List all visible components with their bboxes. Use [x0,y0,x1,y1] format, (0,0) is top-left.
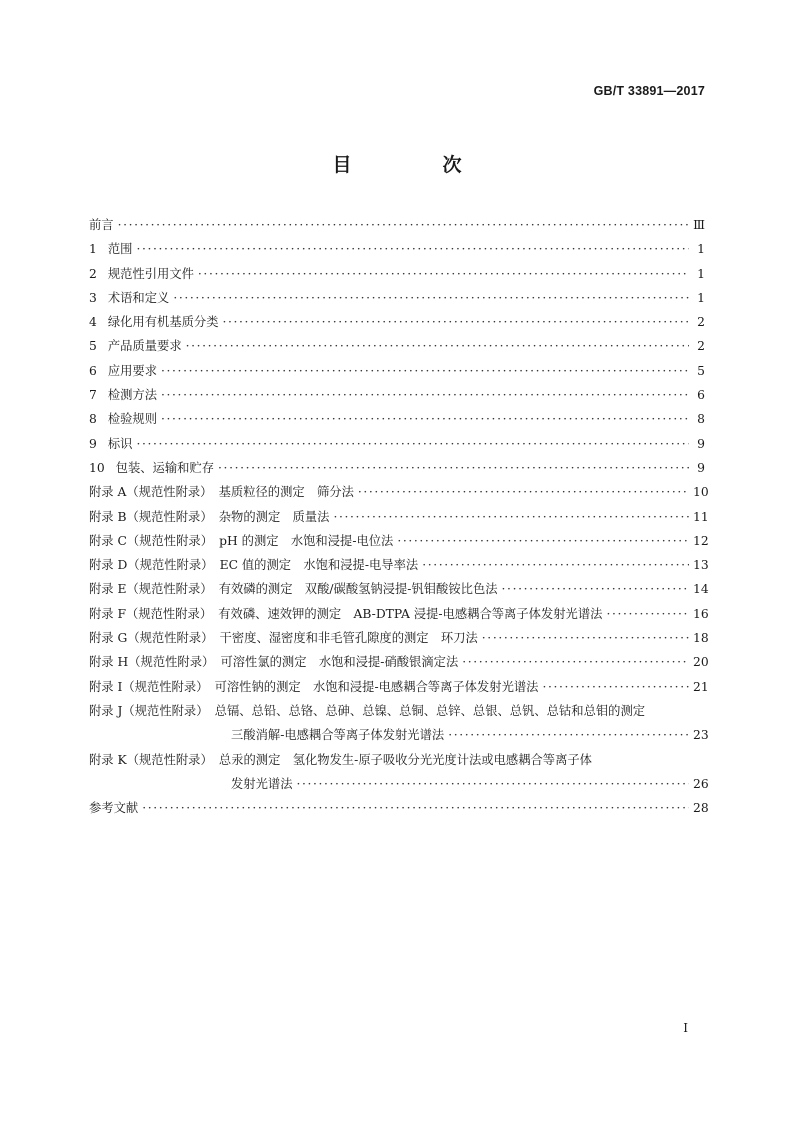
toc-leader-dots [136,437,689,451]
page-title: 目 次 [332,154,498,176]
toc-entry[interactable] [89,361,705,385]
toc-entry-title: 前言 [89,218,114,232]
toc-entry-page: 11 [693,509,709,524]
toc-leader-dots [606,607,689,621]
toc-entry[interactable] [89,507,709,531]
toc-entry-number: 5 [89,339,97,354]
toc-entry-page: 6 [697,388,705,403]
toc-leader-dots [502,582,689,596]
toc-entry-title: 三酸消解-电感耦合等离子体发射光谱法 [231,728,445,743]
toc-leader-dots [198,267,689,281]
toc-entry[interactable] [89,701,705,725]
toc-entry[interactable] [89,312,705,336]
toc-entry-page: Ⅲ [693,218,705,232]
toc-entry-title: 附录 A（规范性附录） 基质粒径的测定 筛分法 [89,485,354,500]
toc-entry-number: 6 [89,363,97,378]
toc-entry-title: 绿化用有机基质分类 [107,315,219,330]
table-of-contents [89,215,709,822]
toc-entry-page: 14 [693,582,709,597]
toc-leader-dots [218,461,689,475]
toc-entry[interactable] [89,555,709,579]
toc-entry-title: 检测方法 [107,388,158,403]
toc-entry[interactable] [89,434,705,458]
toc-entry[interactable] [89,531,709,555]
toc-leader-dots [333,510,689,524]
toc-entry-page: 2 [697,315,705,330]
toc-entry-title: 附录 I（规范性附录） 可溶性钠的测定 水饱和浸提-电感耦合等离子体发射光谱法 [89,679,539,694]
toc-leader-dots [118,218,689,232]
toc-entry[interactable] [89,336,705,360]
toc-leader-dots [173,291,689,305]
toc-entry-title: 附录 F（规范性附录） 有效磷、速效钾的测定 AB-DTPA 浸提-电感耦合等离子体发射光谱法 [89,606,603,621]
toc-entry-title: 检验规则 [107,412,158,427]
toc-entry[interactable] [89,579,709,603]
toc-entry-number: 2 [89,266,97,281]
toc-leader-dots [161,412,689,426]
toc-entry[interactable] [89,652,709,676]
toc-entry[interactable] [89,604,709,628]
toc-entry-page: 8 [697,412,705,427]
toc-entry[interactable] [89,458,705,482]
toc-entry-page: 23 [693,728,709,743]
toc-entry[interactable] [89,677,709,701]
toc-entry[interactable] [89,385,705,409]
toc-entry[interactable] [89,239,705,263]
toc-leader-dots [358,485,689,499]
toc-entry-page: 1 [697,266,705,281]
toc-entry-title: 范围 [107,242,133,257]
toc-entry-title: 附录 B（规范性附录） 杂物的测定 质量法 [89,509,330,524]
toc-entry-page: 9 [697,436,705,451]
toc-entry[interactable] [89,628,709,652]
standard-code: GB/T 33891—2017 [593,84,705,98]
toc-leader-dots [186,339,689,353]
toc-entry-page: 26 [693,776,709,791]
toc-entry-number: 3 [89,290,97,305]
toc-leader-dots [482,631,689,645]
toc-entry[interactable] [89,264,705,288]
toc-entry-title: 包装、运输和贮存 [115,460,215,475]
toc-entry-number: 7 [89,388,97,403]
toc-entry[interactable] [89,774,709,798]
toc-entry-page: 28 [693,801,709,816]
toc-entry[interactable] [89,215,705,239]
toc-entry-number: 4 [89,315,97,330]
toc-entry[interactable] [89,482,709,506]
toc-entry-page: 21 [693,679,709,694]
toc-entry-title: 附录 H（规范性附录） 可溶性氯的测定 水饱和浸提-硝酸银滴定法 [89,655,459,670]
toc-entry-title: 附录 J（规范性附录） 总镉、总铅、总铬、总砷、总镍、总铜、总锌、总银、总钒、总钴和总钼的测定 [89,703,646,718]
toc-leader-dots [542,680,689,694]
toc-entry-number: 10 [89,460,105,475]
toc-leader-dots [448,728,689,742]
toc-entry-number: 8 [89,412,97,427]
toc-entry-page: 2 [697,339,705,354]
toc-leader-dots [297,777,690,791]
toc-leader-dots [161,388,689,402]
toc-entry-title: 附录 E（规范性附录） 有效磷的测定 双酸/碳酸氢钠浸提-钒钼酸铵比色法 [89,582,498,597]
page-number: I [683,1021,688,1035]
toc-entry-page: 1 [697,242,705,257]
toc-entry[interactable] [89,409,705,433]
toc-leader-dots [397,534,689,548]
toc-entry-title: 术语和定义 [107,290,170,305]
toc-entry-title: 附录 D（规范性附录） EC 值的测定 水饱和浸提-电导率法 [89,558,419,573]
toc-leader-dots [462,655,689,669]
toc-entry-page: 18 [693,631,709,646]
toc-entry-page: 12 [693,533,709,548]
toc-entry-page: 5 [697,363,705,378]
toc-entry-page: 1 [697,290,705,305]
toc-entry[interactable] [89,288,705,312]
toc-entry-title: 附录 G（规范性附录） 干密度、湿密度和非毛管孔隙度的测定 环刀法 [89,631,478,646]
toc-entry-page: 10 [693,485,709,500]
toc-leader-dots [136,242,689,256]
toc-entry-page: 13 [693,558,709,573]
toc-entry-page: 20 [693,655,709,670]
toc-entry-page: 9 [697,460,705,475]
toc-entry-title: 发射光谱法 [231,776,293,791]
toc-entry-title: 标识 [107,436,133,451]
toc-leader-dots [161,364,689,378]
toc-entry-page: 16 [693,606,709,621]
toc-entry-title: 附录 C（规范性附录） pH 的测定 水饱和浸提-电位法 [89,533,394,548]
toc-entry-number: 1 [89,242,97,257]
toc-entry-title: 附录 K（规范性附录） 总汞的测定 氢化物发生-原子吸收分光光度计法或电感耦合等离子体 [89,752,592,767]
toc-leader-dots [422,558,689,572]
toc-entry-title: 应用要求 [107,363,158,378]
toc-entry-title: 规范性引用文件 [107,266,194,281]
toc-leader-dots [142,801,689,815]
toc-entry-number: 9 [89,436,97,451]
toc-entry-title: 参考文献 [89,801,139,816]
toc-entry-title: 产品质量要求 [107,339,182,354]
toc-entry[interactable] [89,798,709,822]
toc-entry[interactable] [89,750,705,774]
toc-entry[interactable] [89,725,709,749]
toc-leader-dots [223,315,689,329]
